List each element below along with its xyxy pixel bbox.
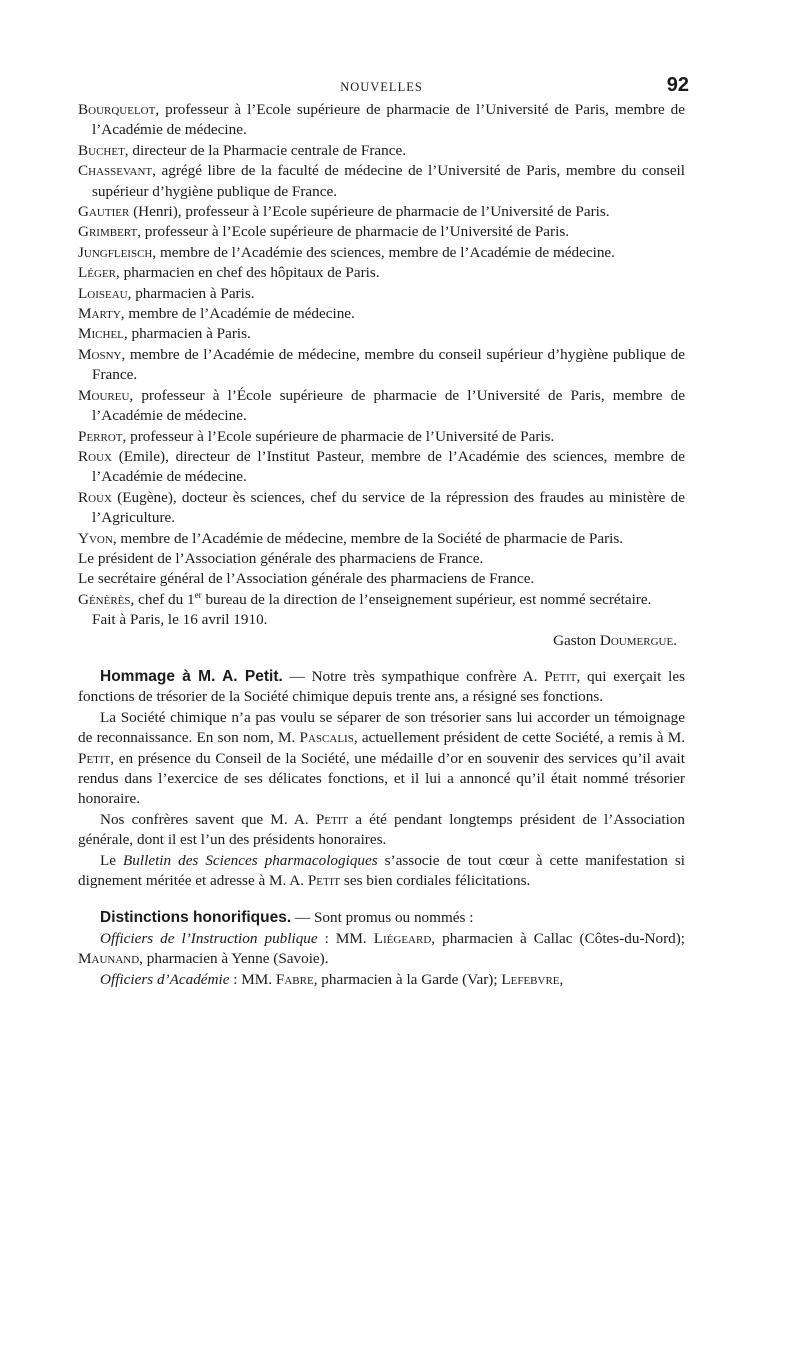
commission-list (78, 100, 685, 610)
distinctions-line (78, 929, 685, 970)
secretary-name: Génèrès (78, 590, 131, 608)
signature-block (78, 610, 685, 651)
member-entry (78, 161, 685, 202)
member-entry (78, 263, 685, 283)
member-description: , pharmacien à Paris. (127, 284, 255, 302)
member-entry (78, 488, 685, 529)
hommage-text: , qui exerçait les fonctions de trésorier de la Société chimique depuis trente ans, a résigné ses fonctions. (78, 667, 685, 706)
member-name: Chassevant (78, 162, 153, 180)
page-number: 92 (666, 74, 689, 96)
hommage-text: Nos confrères savent que M. A. (100, 810, 316, 828)
journal-title: Bulletin des Sciences pharmacologiques (123, 851, 378, 869)
member-description: , membre de l’Académie de médecine, membre de la Société de pharmacie de Paris. (112, 529, 624, 547)
member-description: Le président de l’Association générale des pharmaciens de France. (78, 549, 484, 567)
signature-date: Fait à Paris, le 16 avril 1910. (92, 611, 268, 629)
member-description: , professeur à l’Ecole supérieure de pharmacie de l’Université de Paris. (122, 427, 555, 445)
member-description: , membre de l’Académie de médecine. (120, 305, 355, 323)
ordinal-superscript: er (194, 589, 202, 600)
member-name: Moureu (78, 386, 130, 404)
distinctions-heading: Distinctions honorifiques. (100, 909, 292, 927)
member-name: Bourquelot (78, 101, 156, 118)
secretary-entry (78, 590, 685, 610)
member-entry (78, 569, 685, 589)
person-name: Lefebvre (501, 970, 560, 988)
member-description: , professeur à l’Ecole supérieure de pharmacie de l’Université de Paris. (137, 223, 570, 241)
hommage-section (78, 667, 685, 891)
signature-last-name: Doumergue. (599, 631, 677, 649)
person-name: Maunand (78, 950, 140, 968)
member-description: Le secrétaire général de l’Association générale des pharmaciens de France. (78, 570, 535, 588)
member-name: Roux (78, 488, 112, 506)
member-entry (78, 304, 685, 324)
member-entry (78, 243, 685, 263)
hommage-paragraph (78, 667, 685, 708)
signature-name (78, 631, 685, 651)
member-entry (78, 100, 685, 141)
distinctions-line (78, 970, 685, 990)
member-entry (78, 549, 685, 569)
member-description: , professeur à l’École supérieure de pharmacie de l’Université de Paris, membre de l’Académie de médecine. (92, 386, 685, 425)
person-name: Petit (315, 810, 349, 828)
member-entry (78, 345, 685, 386)
member-entry (78, 529, 685, 549)
member-name: Léger (78, 264, 116, 282)
member-description: , pharmacien en chef des hôpitaux de Paris. (116, 264, 380, 282)
page-header (78, 0, 689, 100)
member-entry (78, 222, 685, 242)
member-entry (78, 324, 685, 344)
distinction-category: Officiers de l’Instruction publique (100, 929, 318, 947)
member-description: (Henri), professeur à l’Ecole supérieure de pharmacie de l’Université de Paris. (129, 203, 610, 221)
hommage-text: , en présence du Conseil de la Société, une médaille d’or en souvenir des services qu’il avait rendus dans l’exercice de ses délicates fonctions, et il lui a annoncé qu’il était nommé trésorier honoraire. (78, 749, 685, 808)
distinctions-text: , pharmacien à la Garde (Var); (313, 970, 502, 988)
member-description: , membre de l’Académie des sciences, membre de l’Académie de médecine. (152, 243, 615, 261)
person-name: Pascalis (299, 729, 354, 747)
secretary-text-b: bureau de la direction de l’enseignement supérieur, est nommé secrétaire. (201, 590, 652, 608)
distinction-category: Officiers d’Académie (100, 970, 230, 988)
member-name: Roux (78, 447, 112, 465)
person-name: Liégeard (373, 929, 432, 947)
distinctions-text: , pharmacien à Yenne (Savoie). (139, 950, 329, 968)
member-entry (78, 284, 685, 304)
person-name: Petit (544, 667, 577, 685)
member-entry (78, 141, 685, 161)
member-description: , professeur à l’Ecole supérieure de pharmacie de l’Université de Paris, membre de l’Académie de médecine. (92, 101, 685, 139)
member-name: Jungfleisch (78, 243, 153, 261)
member-description: (Emile), directeur de l’Institut Pasteur, membre de l’Académie des sciences, membre de l’Académie de médecine. (92, 447, 685, 486)
member-entry (78, 386, 685, 427)
member-name: Buchet (78, 141, 125, 159)
hommage-text: , actuellement président de cette Société, a remis à M. (353, 729, 685, 747)
member-name: Mosny (78, 345, 122, 363)
distinctions-text: : MM. (317, 929, 374, 947)
member-description: , directeur de la Pharmacie centrale de France. (124, 141, 407, 159)
person-name: Fabre (275, 970, 314, 988)
distinctions-section (78, 908, 685, 990)
member-entry (78, 427, 685, 447)
distinctions-text: — Sont promus ou nommés : (291, 909, 474, 927)
distinctions-text: : MM. (229, 970, 276, 988)
member-entry (78, 447, 685, 488)
person-name: Petit (78, 749, 111, 767)
member-name: Gautier (78, 203, 130, 221)
member-name: Marty (78, 305, 121, 323)
hommage-text: La Société chimique n’a pas voulu se séparer de son trésorier sans lui accorder un témoignage de reconnaissance. En son nom, M. (78, 708, 685, 747)
hommage-paragraph (78, 708, 685, 810)
member-description: , membre de l’Académie de médecine, membre du conseil supérieur d’hygiène publique de France. (92, 345, 685, 384)
member-name: Loiseau (78, 284, 128, 302)
member-name: Yvon (78, 529, 113, 547)
hommage-text: Le (100, 851, 124, 869)
distinctions-text: , (559, 970, 564, 988)
hommage-paragraph (78, 851, 685, 892)
member-description: , agrégé libre de la faculté de médecine de l’Université de Paris, membre du conseil supérieur d’hygiène publique de France. (92, 162, 685, 200)
distinctions-text: , pharmacien à Callac (Côtes-du-Nord); (431, 929, 685, 947)
running-title: NOUVELLES (340, 80, 423, 94)
distinctions-intro (78, 908, 685, 928)
member-description: , pharmacien à Paris. (123, 325, 251, 343)
member-name: Grimbert (78, 223, 138, 241)
person-name: Petit (307, 872, 341, 890)
member-name: Perrot (78, 427, 123, 445)
hommage-heading: Hommage à M. A. Petit. (100, 667, 283, 685)
member-entry (78, 202, 685, 222)
signature-first-name: Gaston (553, 631, 600, 649)
hommage-text: a été pendant longtemps président de l’Association générale, dont il est l’un des présidents honoraires. (78, 810, 685, 849)
member-name: Michel (78, 325, 124, 343)
hommage-text: — Notre très sympathique confrère A. (282, 667, 545, 685)
member-description: (Eugène), docteur ès sciences, chef du service de la répression des fraudes au ministère de l’Agriculture. (92, 488, 685, 527)
hommage-text: ses bien cordiales félicitations. (340, 872, 531, 890)
hommage-text: s’associe de tout cœur à cette manifestation si dignement méritée et adresse à M. A. (78, 851, 685, 890)
hommage-paragraph (78, 810, 685, 851)
secretary-text-a: , chef du 1 (130, 590, 195, 608)
